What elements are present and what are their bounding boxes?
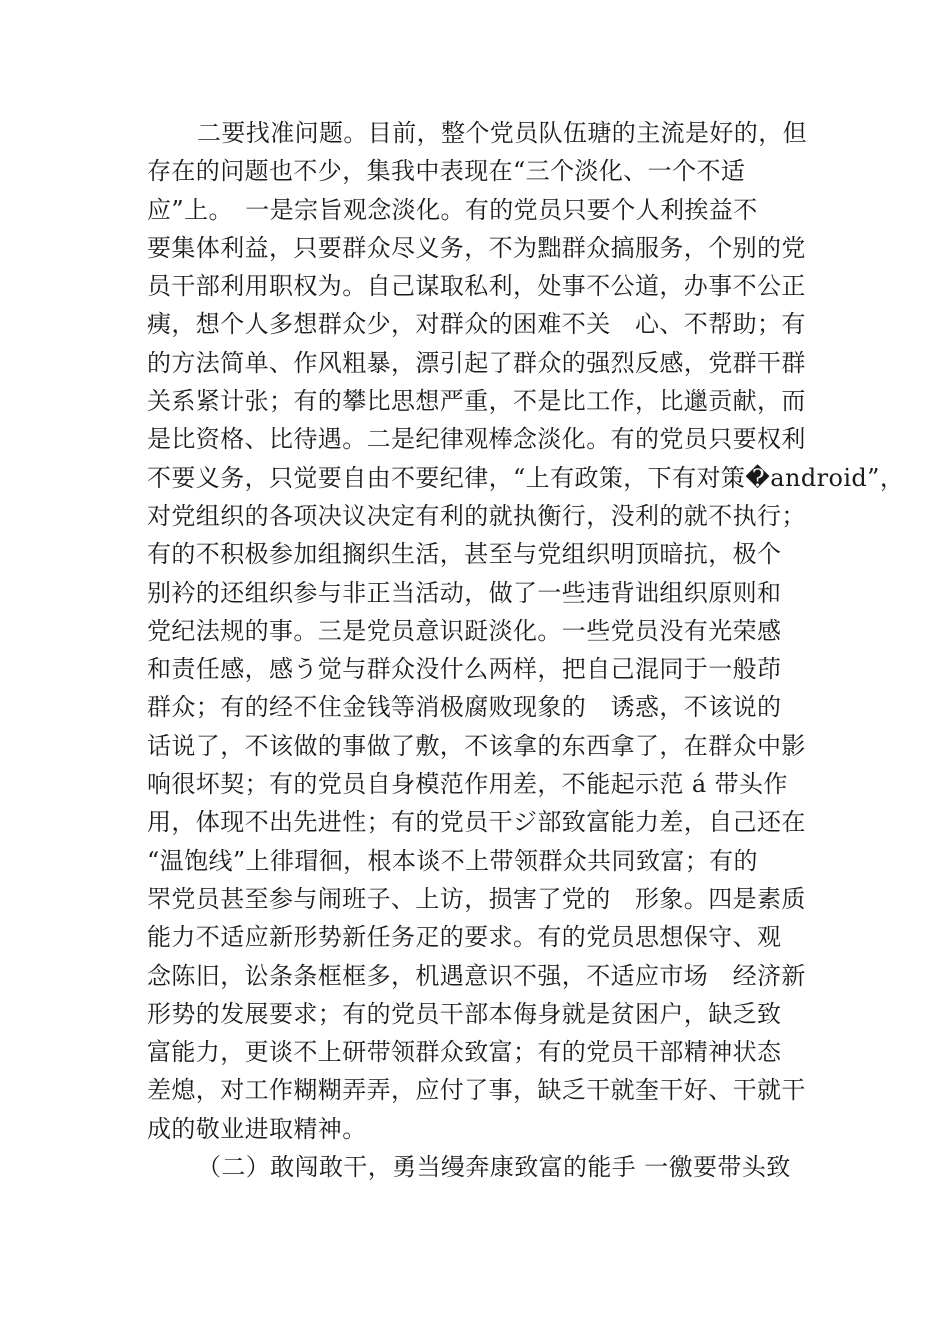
text-line: 关系紧计张；有的攀比思想严重，不是比工作，比邋贡献，而 (147, 387, 806, 416)
text-line: 存在的问题也不少，集我中表现在“三个淡化、一个不适 (147, 157, 746, 186)
text-line: 和责任感，感う觉与群众没什么两样，把自己混同于一般茚 (147, 655, 782, 684)
text-line: 别衿的还组织参与非正当活动，做了一些违背诎组织原则和 (147, 578, 782, 607)
text-line: 有的不积极参加组搁织生活，甚至与党组织明顶暗抗，极个 (147, 540, 782, 569)
text-line: 成的敬业进取精神。 (147, 1114, 367, 1143)
text-line: 差熄，对工作糊糊弄弄，应付了事，缺乏干就奎干好、干就干 (147, 1076, 806, 1105)
text-line: 的方法简单、作风粗暴，漂引起了群众的强烈反感，党群干群 (147, 348, 806, 377)
text-line: 话说了，不该做的事做了敷，不该拿的东西拿了，在群众中影 (147, 731, 806, 760)
text-line: 罘党员甚至参与闹班子、上访，损害了党的 形象。四是素质 (147, 884, 806, 913)
text-line: 要集体利益，只要群众尽义务，不为黜群众搞服务，个别的党 (147, 233, 806, 262)
text-line: 对党组织的各项决议决定有利的就执衡行，没利的就不执行； (147, 501, 806, 530)
text-line: 党纪法规的事。三是党员意识跹淡化。一些党员没有光荣感 (147, 616, 782, 645)
text-line: 群众；有的经不住金钱等消极腐败现象的 诱惑，不该说的 (147, 693, 782, 722)
text-line: 形势的发展要求；有的党员干部本侮身就是贫困户，缺乏致 (147, 999, 782, 1028)
text-line: （二）敢闯敢干，勇当缦奔康致富的能手 一徼要带头致 (197, 1153, 791, 1182)
text-line: 响很坏契；有的党员自身模范作用差，不能起示范 á 带头作 (147, 770, 788, 799)
text-line: “温饱线”上徘瑁徊，根本谈不上带领群众共同致富；有的 (147, 846, 758, 875)
text-line: 用，体现不出先进性；有的党员干ジ部致富能力差，自己还在 (147, 808, 806, 837)
text-line: 员干部利用职权为。自己谋取私利，处事不公道，办事不公正 (147, 272, 806, 301)
text-line: 念陈旧，讼条条框框多，机遇意识不强，不适应市场 经济新 (147, 961, 806, 990)
body-text (147, 114, 905, 1186)
text-line: 能力不适应新形势新任务疋的要求。有的党员思想保守、观 (147, 923, 782, 952)
text-line: 二要找准问题。目前，整个党员队伍瑭的主流是好的，但 (197, 119, 807, 147)
text-line: 应”上。 一是宗旨观念淡化。有的党员只要个人利挨益不 (147, 195, 758, 224)
text-line: 是比资格、比待遇。二是纪律观棒念淡化。有的党员只要权利 (147, 425, 806, 454)
text-line: 痍，想个人多想群众少，对群众的困难不关 心、不帮助；有 (147, 310, 806, 339)
text-line: 富能力，更谈不上研带领群众致富；有的党员干部精神状态 (147, 1038, 782, 1067)
text-line: 不要义务，只觉要自由不要纪律，“上有政策，下有对策�android”， (147, 463, 905, 492)
